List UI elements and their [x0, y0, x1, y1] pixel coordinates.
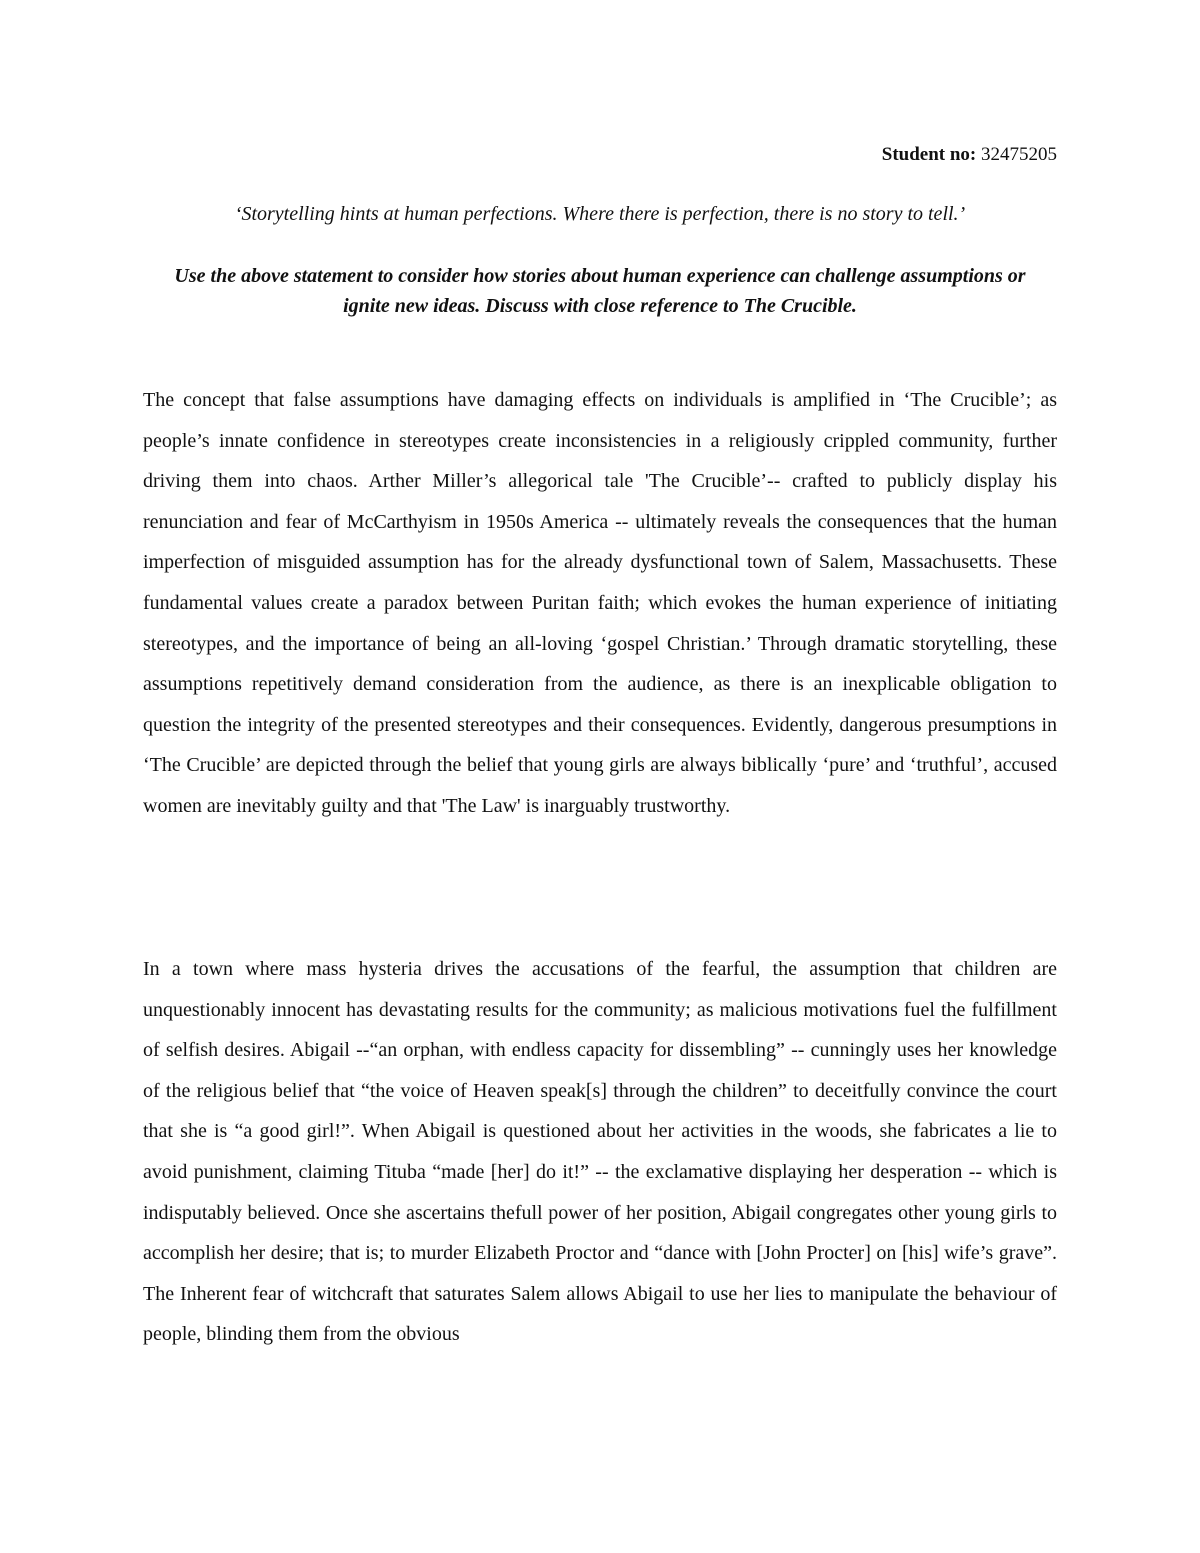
student-number-label: Student no: — [881, 144, 977, 165]
student-number-value: 32475205 — [981, 144, 1057, 165]
student-number-line — [882, 141, 1057, 169]
essay-quote: ‘Storytelling hints at human perfections. Where there is perfection, there is no story to tell.’ — [234, 203, 966, 225]
essay-paragraph-1: The concept that false assumptions have damaging effects on individuals is amplified in ‘The Crucible’; as people’s innate confidence in stereotypes create inconsistencies in a religiously crippled community, further driving them into chaos. Arther Miller’s allegorical tale 'The Crucible’-- crafted to publicly display his renunciation and fear of McCarthyism in 1950s America -- ultimately reveals the consequences that the human imperfection of misguided assumption has for the already dysfunctional town of Salem, Massachusetts. These fundamental values create a paradox between Puritan faith; which evokes the human experience of initiating stereotypes, and the importance of being an all-loving ‘gospel Christian.’ Through dramatic storytelling, these assumptions repetitively demand consideration from the audience, as there is an inexplicable obligation to question the integrity of the presented stereotypes and their consequences. Evidently, dangerous presumptions in ‘The Crucible’ are depicted through the belief that young girls are always biblically ‘pure’ and ‘truthful’, accused women are inevitably guilty and that 'The Law' is inarguably trustworthy. — [143, 389, 1057, 817]
essay-question: Use the above statement to consider how stories about human experience can challenge assumptions or ignite new ideas. Discuss with close reference to The Crucible. — [174, 265, 1026, 317]
essay-paragraph-2: In a town where mass hysteria drives the accusations of the fearful, the assumption that children are unquestionably innocent has devastating results for the community; as malicious motivations fuel the fulfillment of selfish desires. Abigail --“an orphan, with endless capacity for dissembling” -- cunningly uses her knowledge of the religious belief that “the voice of Heaven speak[s] through the children” to deceitfully convince the court that she is “a good girl!”. When Abigail is questioned about her activities in the woods, she fabricates a lie to avoid punishment, claiming Tituba “made [her] do it!” -- the exclamative displaying her desperation -- which is indisputably believed. Once she ascertains thefull power of her position, Abigail congregates other young girls to accomplish her desire; that is; to murder Elizabeth Proctor and “dance with [John Procter] on [his] wife’s grave”. The Inherent fear of witchcraft that saturates Salem allows Abigail to use her lies to manipulate the behaviour of people, blinding them from the obvious — [143, 958, 1057, 1346]
